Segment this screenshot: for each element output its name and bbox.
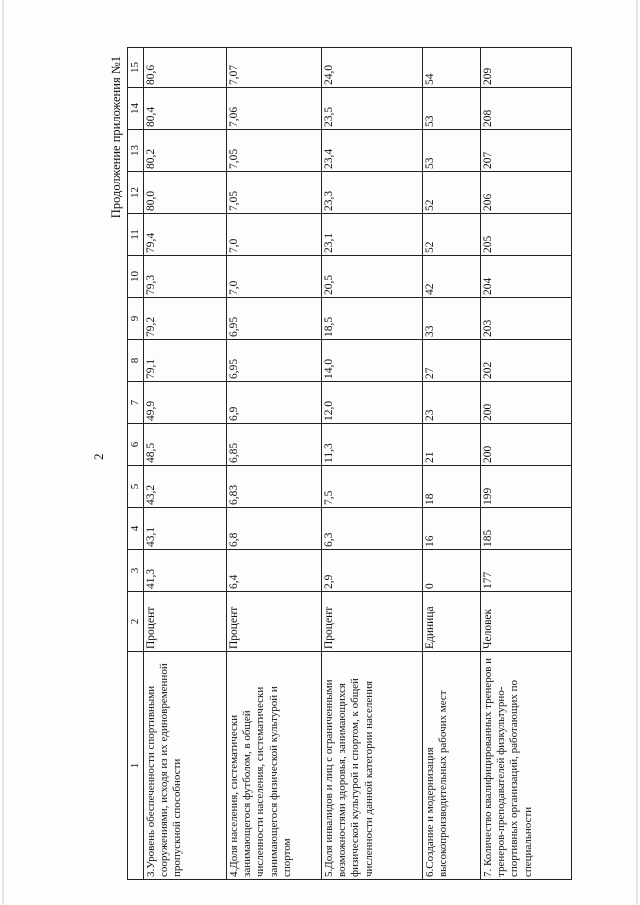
indicator-unit: Единица <box>422 592 480 652</box>
value-cell: 41,3 <box>143 550 226 592</box>
table-row <box>321 48 422 880</box>
value-cell: 23,5 <box>321 88 422 130</box>
value-cell: 200 <box>480 424 571 466</box>
value-cell: 27 <box>422 340 480 382</box>
value-cell: 6,85 <box>226 424 321 466</box>
indicator-name: 4.Доля населения, систематически занимающегося футболом, в общей численности населения, систематически занимающегося физической культурой и спортом <box>226 652 321 880</box>
value-cell: 7,0 <box>226 256 321 298</box>
value-cell: 16 <box>422 508 480 550</box>
header-cell: 4 <box>128 508 144 550</box>
table-row <box>226 48 321 880</box>
value-cell: 6,8 <box>226 508 321 550</box>
value-cell: 43,1 <box>143 508 226 550</box>
value-cell: 48,5 <box>143 424 226 466</box>
header-cell: 8 <box>128 340 144 382</box>
value-cell: 80,4 <box>143 88 226 130</box>
value-cell: 6,83 <box>226 466 321 508</box>
value-cell: 7,07 <box>226 48 321 88</box>
value-cell: 23,3 <box>321 172 422 214</box>
value-cell: 203 <box>480 298 571 340</box>
value-cell: 6,4 <box>226 550 321 592</box>
value-cell: 12,0 <box>321 382 422 424</box>
scan-left-edge <box>2 0 4 905</box>
value-cell: 200 <box>480 382 571 424</box>
value-cell: 11,3 <box>321 424 422 466</box>
value-cell: 53 <box>422 130 480 172</box>
value-cell: 199 <box>480 466 571 508</box>
value-cell: 206 <box>480 172 571 214</box>
header-cell: 9 <box>128 298 144 340</box>
header-cell: 1 <box>128 652 144 880</box>
value-cell: 7,05 <box>226 172 321 214</box>
value-cell: 79,4 <box>143 214 226 256</box>
value-cell: 6,95 <box>226 340 321 382</box>
value-cell: 33 <box>422 298 480 340</box>
value-cell: 208 <box>480 88 571 130</box>
table-row <box>143 48 226 880</box>
scan-right-edge <box>636 0 638 905</box>
value-cell: 80,2 <box>143 130 226 172</box>
value-cell: 6,95 <box>226 298 321 340</box>
value-cell: 52 <box>422 214 480 256</box>
table-header-row <box>128 48 144 880</box>
table-row <box>422 48 480 880</box>
value-cell: 49,9 <box>143 382 226 424</box>
value-cell: 209 <box>480 48 571 88</box>
value-cell: 7,05 <box>226 130 321 172</box>
value-cell: 6,9 <box>226 382 321 424</box>
value-cell: 23,1 <box>321 214 422 256</box>
value-cell: 18 <box>422 466 480 508</box>
value-cell: 23,4 <box>321 130 422 172</box>
header-cell: 13 <box>128 130 144 172</box>
value-cell: 6,3 <box>321 508 422 550</box>
header-cell: 3 <box>128 550 144 592</box>
value-cell: 2,9 <box>321 550 422 592</box>
value-cell: 43,2 <box>143 466 226 508</box>
page-number: 2 <box>91 453 106 460</box>
value-cell: 24,0 <box>321 48 422 88</box>
value-cell: 185 <box>480 508 571 550</box>
header-cell: 5 <box>128 466 144 508</box>
header-cell: 10 <box>128 256 144 298</box>
header-cell: 6 <box>128 424 144 466</box>
value-cell: 21 <box>422 424 480 466</box>
header-cell: 7 <box>128 382 144 424</box>
value-cell: 20,5 <box>321 256 422 298</box>
indicator-unit: Человек <box>480 592 571 652</box>
value-cell: 0 <box>422 550 480 592</box>
indicator-name: 6.Создание и модернизация высокопроизводительных рабочих мест <box>422 652 480 880</box>
value-cell: 52 <box>422 172 480 214</box>
value-cell: 80,0 <box>143 172 226 214</box>
table-row <box>480 48 571 880</box>
indicator-unit: Процент <box>143 592 226 652</box>
value-cell: 54 <box>422 48 480 88</box>
header-cell: 14 <box>128 88 144 130</box>
value-cell: 205 <box>480 214 571 256</box>
value-cell: 23 <box>422 382 480 424</box>
value-cell: 7,0 <box>226 214 321 256</box>
indicator-name: 5.Доля инвалидов и лиц с ограниченными возможностями здоровья, занимающихся физической культурой и спортом, к общей численности данной категории населения <box>321 652 422 880</box>
appendix-caption: Продолжение приложения №1 <box>109 56 123 219</box>
value-cell: 53 <box>422 88 480 130</box>
indicators-table <box>127 47 572 880</box>
header-cell: 2 <box>128 592 144 652</box>
indicator-name: 7. Количество квалифицированных тренеров и тренеров-преподавателей физкультурно-спортивных организаций, работающих по специальности <box>480 652 571 880</box>
value-cell: 14,0 <box>321 340 422 382</box>
value-cell: 177 <box>480 550 571 592</box>
header-cell: 12 <box>128 172 144 214</box>
indicator-name: 3.Уровень обеспеченности спортивными сооружениями, исходя из их единовременной пропускной способности <box>143 652 226 880</box>
value-cell: 79,3 <box>143 256 226 298</box>
indicator-unit: Процент <box>321 592 422 652</box>
value-cell: 79,1 <box>143 340 226 382</box>
header-cell: 15 <box>128 48 144 88</box>
value-cell: 7,5 <box>321 466 422 508</box>
value-cell: 79,2 <box>143 298 226 340</box>
header-cell: 11 <box>128 214 144 256</box>
value-cell: 18,5 <box>321 298 422 340</box>
value-cell: 204 <box>480 256 571 298</box>
value-cell: 202 <box>480 340 571 382</box>
indicator-unit: Процент <box>226 592 321 652</box>
rotated-document <box>91 50 565 880</box>
value-cell: 207 <box>480 130 571 172</box>
value-cell: 80,6 <box>143 48 226 88</box>
value-cell: 7,06 <box>226 88 321 130</box>
value-cell: 42 <box>422 256 480 298</box>
